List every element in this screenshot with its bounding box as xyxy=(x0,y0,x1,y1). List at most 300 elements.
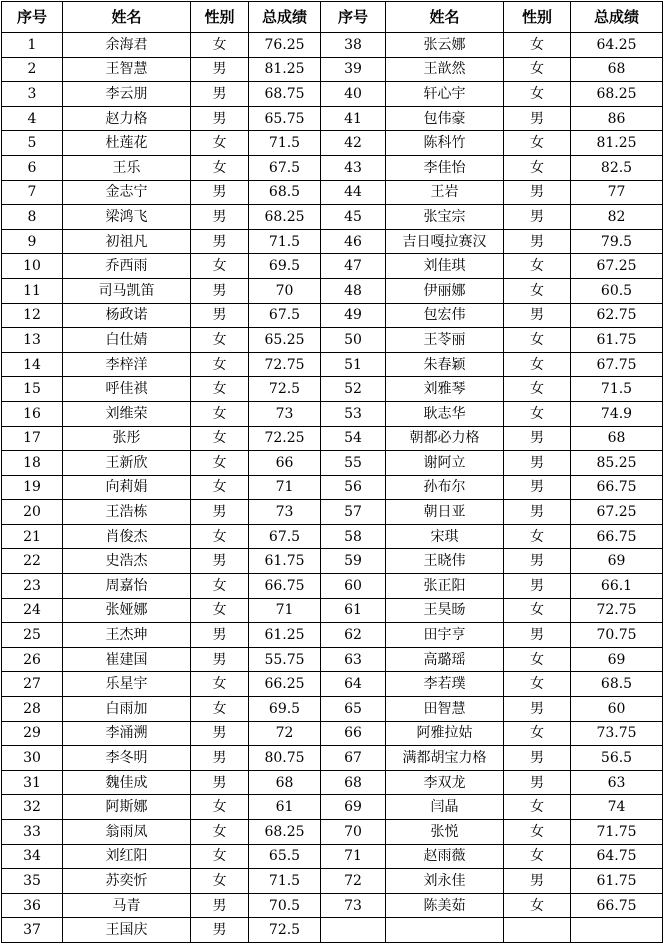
table-row xyxy=(2,647,663,672)
cell-score-left: 61.25 xyxy=(249,623,321,648)
table-row xyxy=(2,918,663,943)
header-score-right: 总成绩 xyxy=(571,2,663,33)
cell-score-left: 80.75 xyxy=(249,746,321,771)
cell-index-left: 2 xyxy=(2,57,63,82)
cell-gender-left: 女 xyxy=(191,820,249,845)
cell-gender-right: 女 xyxy=(504,401,571,426)
table-row xyxy=(2,893,663,918)
cell-index-left: 4 xyxy=(2,106,63,131)
cell-index-left: 13 xyxy=(2,328,63,353)
cell-name-right: 田智慧 xyxy=(386,697,504,722)
table-row xyxy=(2,549,663,574)
cell-name-right: 阿雅拉姑 xyxy=(386,721,504,746)
cell-index-left: 18 xyxy=(2,451,63,476)
cell-name-left: 司马凯笛 xyxy=(63,278,191,303)
cell-name-right: 刘雅琴 xyxy=(386,377,504,402)
cell-index-right: 45 xyxy=(321,205,386,230)
cell-name-left: 赵力格 xyxy=(63,106,191,131)
cell-index-left: 12 xyxy=(2,303,63,328)
cell-gender-right: 男 xyxy=(504,451,571,476)
cell-name-right: 朝都必力格 xyxy=(386,426,504,451)
table-row xyxy=(2,746,663,771)
cell-name-left: 苏奕忻 xyxy=(63,869,191,894)
cell-gender-right: 女 xyxy=(504,33,571,58)
cell-gender-left: 女 xyxy=(191,844,249,869)
table-row xyxy=(2,524,663,549)
cell-name-right: 朱春颖 xyxy=(386,352,504,377)
cell-gender-left: 男 xyxy=(191,918,249,943)
cell-name-left: 向莉娟 xyxy=(63,475,191,500)
cell-index-right: 63 xyxy=(321,647,386,672)
cell-score-right xyxy=(571,918,663,943)
cell-index-left: 26 xyxy=(2,647,63,672)
cell-score-right: 71.75 xyxy=(571,820,663,845)
cell-gender-right: 女 xyxy=(504,82,571,107)
cell-score-left: 55.75 xyxy=(249,647,321,672)
cell-gender-left: 女 xyxy=(191,426,249,451)
cell-name-left: 王智慧 xyxy=(63,57,191,82)
cell-index-left: 22 xyxy=(2,549,63,574)
cell-gender-left: 男 xyxy=(191,770,249,795)
cell-gender-left: 女 xyxy=(191,131,249,156)
cell-gender-right: 女 xyxy=(504,795,571,820)
cell-score-left: 65.25 xyxy=(249,328,321,353)
header-row xyxy=(2,2,663,33)
cell-score-left: 72 xyxy=(249,721,321,746)
cell-score-left: 66 xyxy=(249,451,321,476)
cell-score-left: 72.5 xyxy=(249,918,321,943)
cell-gender-right: 女 xyxy=(504,721,571,746)
cell-gender-left: 男 xyxy=(191,893,249,918)
cell-score-left: 70.5 xyxy=(249,893,321,918)
table-row xyxy=(2,598,663,623)
table-row xyxy=(2,131,663,156)
cell-score-right: 63 xyxy=(571,770,663,795)
cell-name-left: 李梓洋 xyxy=(63,352,191,377)
header-index-left: 序号 xyxy=(2,2,63,33)
cell-index-right: 71 xyxy=(321,844,386,869)
cell-name-left: 呼佳祺 xyxy=(63,377,191,402)
table-row xyxy=(2,254,663,279)
cell-score-right: 81.25 xyxy=(571,131,663,156)
cell-index-left: 28 xyxy=(2,697,63,722)
cell-name-right xyxy=(386,918,504,943)
cell-gender-left: 女 xyxy=(191,33,249,58)
cell-gender-left: 女 xyxy=(191,451,249,476)
cell-gender-right: 男 xyxy=(504,475,571,500)
cell-gender-right: 男 xyxy=(504,574,571,599)
table-row xyxy=(2,352,663,377)
cell-name-right: 王晓伟 xyxy=(386,549,504,574)
cell-gender-left: 男 xyxy=(191,106,249,131)
cell-index-right: 55 xyxy=(321,451,386,476)
cell-index-right: 50 xyxy=(321,328,386,353)
cell-score-left: 67.5 xyxy=(249,524,321,549)
cell-score-left: 72.75 xyxy=(249,352,321,377)
cell-gender-left: 女 xyxy=(191,155,249,180)
cell-index-right xyxy=(321,918,386,943)
cell-name-left: 金志宁 xyxy=(63,180,191,205)
cell-name-left: 翁雨凤 xyxy=(63,820,191,845)
cell-name-left: 马青 xyxy=(63,893,191,918)
cell-score-right: 66.75 xyxy=(571,524,663,549)
cell-score-right: 74 xyxy=(571,795,663,820)
cell-gender-left: 男 xyxy=(191,500,249,525)
cell-gender-left: 女 xyxy=(191,254,249,279)
table-row xyxy=(2,795,663,820)
cell-index-right: 61 xyxy=(321,598,386,623)
cell-gender-left: 女 xyxy=(191,795,249,820)
cell-score-left: 71 xyxy=(249,598,321,623)
cell-gender-right: 女 xyxy=(504,820,571,845)
cell-gender-right: 女 xyxy=(504,278,571,303)
cell-gender-left: 男 xyxy=(191,721,249,746)
cell-name-left: 张娅娜 xyxy=(63,598,191,623)
cell-index-right: 44 xyxy=(321,180,386,205)
cell-name-left: 杨政诺 xyxy=(63,303,191,328)
cell-score-right: 82.5 xyxy=(571,155,663,180)
cell-name-left: 李云朋 xyxy=(63,82,191,107)
cell-index-left: 7 xyxy=(2,180,63,205)
cell-index-right: 60 xyxy=(321,574,386,599)
cell-gender-right: 男 xyxy=(504,770,571,795)
cell-index-right: 56 xyxy=(321,475,386,500)
cell-index-left: 10 xyxy=(2,254,63,279)
cell-index-left: 17 xyxy=(2,426,63,451)
cell-name-right: 张悦 xyxy=(386,820,504,845)
cell-score-right: 72.75 xyxy=(571,598,663,623)
cell-index-left: 32 xyxy=(2,795,63,820)
table-row xyxy=(2,697,663,722)
cell-name-right: 轩心宇 xyxy=(386,82,504,107)
cell-score-left: 68 xyxy=(249,770,321,795)
cell-score-right: 67.25 xyxy=(571,500,663,525)
cell-name-right: 刘永佳 xyxy=(386,869,504,894)
cell-score-left: 70 xyxy=(249,278,321,303)
cell-score-left: 71.5 xyxy=(249,229,321,254)
cell-name-right: 王苓丽 xyxy=(386,328,504,353)
cell-gender-left: 女 xyxy=(191,869,249,894)
cell-gender-left: 男 xyxy=(191,746,249,771)
table-row xyxy=(2,303,663,328)
cell-gender-right: 男 xyxy=(504,746,571,771)
table-row xyxy=(2,770,663,795)
cell-score-right: 68 xyxy=(571,426,663,451)
cell-index-right: 73 xyxy=(321,893,386,918)
cell-gender-right: 女 xyxy=(504,328,571,353)
cell-score-left: 65.5 xyxy=(249,844,321,869)
cell-index-right: 48 xyxy=(321,278,386,303)
cell-index-left: 35 xyxy=(2,869,63,894)
cell-gender-right: 男 xyxy=(504,303,571,328)
cell-index-right: 53 xyxy=(321,401,386,426)
cell-name-left: 王新欣 xyxy=(63,451,191,476)
cell-gender-right: 女 xyxy=(504,352,571,377)
cell-name-left: 梁鸿飞 xyxy=(63,205,191,230)
cell-gender-right: 女 xyxy=(504,377,571,402)
table-row xyxy=(2,475,663,500)
cell-index-right: 38 xyxy=(321,33,386,58)
cell-gender-left: 男 xyxy=(191,623,249,648)
cell-score-left: 69.5 xyxy=(249,697,321,722)
cell-name-left: 乔西雨 xyxy=(63,254,191,279)
cell-index-left: 16 xyxy=(2,401,63,426)
cell-name-left: 李冬明 xyxy=(63,746,191,771)
cell-index-left: 14 xyxy=(2,352,63,377)
cell-index-left: 21 xyxy=(2,524,63,549)
cell-name-right: 刘佳琪 xyxy=(386,254,504,279)
cell-name-left: 初祖凡 xyxy=(63,229,191,254)
cell-name-right: 张正阳 xyxy=(386,574,504,599)
cell-name-right: 吉日嘎拉赛汉 xyxy=(386,229,504,254)
cell-name-left: 王国庆 xyxy=(63,918,191,943)
cell-score-left: 67.5 xyxy=(249,155,321,180)
table-row xyxy=(2,451,663,476)
cell-name-left: 乐星宇 xyxy=(63,672,191,697)
cell-index-right: 70 xyxy=(321,820,386,845)
cell-gender-right: 女 xyxy=(504,844,571,869)
cell-gender-right xyxy=(504,918,571,943)
cell-gender-left: 男 xyxy=(191,549,249,574)
cell-index-left: 36 xyxy=(2,893,63,918)
cell-index-left: 27 xyxy=(2,672,63,697)
cell-name-right: 孙布尔 xyxy=(386,475,504,500)
cell-gender-right: 男 xyxy=(504,697,571,722)
table-row xyxy=(2,426,663,451)
cell-name-right: 李佳怡 xyxy=(386,155,504,180)
cell-score-left: 61.75 xyxy=(249,549,321,574)
header-name-right: 姓名 xyxy=(386,2,504,33)
cell-name-right: 陈科竹 xyxy=(386,131,504,156)
header-score-left: 总成绩 xyxy=(249,2,321,33)
table-row xyxy=(2,278,663,303)
cell-index-left: 33 xyxy=(2,820,63,845)
table-row xyxy=(2,82,663,107)
cell-index-right: 68 xyxy=(321,770,386,795)
cell-index-right: 58 xyxy=(321,524,386,549)
cell-gender-right: 男 xyxy=(504,623,571,648)
cell-gender-left: 男 xyxy=(191,229,249,254)
cell-name-right: 伊丽娜 xyxy=(386,278,504,303)
cell-index-left: 30 xyxy=(2,746,63,771)
cell-index-right: 47 xyxy=(321,254,386,279)
table-row xyxy=(2,328,663,353)
header-gender-right: 性别 xyxy=(504,2,571,33)
cell-index-right: 51 xyxy=(321,352,386,377)
cell-index-right: 57 xyxy=(321,500,386,525)
cell-name-left: 魏佳成 xyxy=(63,770,191,795)
cell-score-left: 71.5 xyxy=(249,869,321,894)
cell-index-left: 37 xyxy=(2,918,63,943)
cell-name-left: 张彤 xyxy=(63,426,191,451)
table-row xyxy=(2,155,663,180)
cell-gender-left: 男 xyxy=(191,278,249,303)
cell-score-left: 73 xyxy=(249,401,321,426)
cell-name-left: 余海君 xyxy=(63,33,191,58)
cell-score-left: 66.75 xyxy=(249,574,321,599)
table-row xyxy=(2,574,663,599)
cell-score-right: 86 xyxy=(571,106,663,131)
cell-score-right: 74.9 xyxy=(571,401,663,426)
cell-name-right: 包宏伟 xyxy=(386,303,504,328)
header-index-right: 序号 xyxy=(321,2,386,33)
cell-gender-left: 女 xyxy=(191,598,249,623)
cell-score-right: 66.75 xyxy=(571,475,663,500)
cell-score-left: 73 xyxy=(249,500,321,525)
cell-name-right: 张云娜 xyxy=(386,33,504,58)
cell-index-right: 46 xyxy=(321,229,386,254)
cell-gender-left: 女 xyxy=(191,574,249,599)
cell-gender-right: 女 xyxy=(504,131,571,156)
cell-gender-left: 女 xyxy=(191,377,249,402)
cell-gender-left: 男 xyxy=(191,82,249,107)
cell-score-right: 69 xyxy=(571,647,663,672)
cell-gender-left: 女 xyxy=(191,524,249,549)
cell-name-left: 王乐 xyxy=(63,155,191,180)
cell-index-left: 20 xyxy=(2,500,63,525)
table-row xyxy=(2,623,663,648)
cell-score-left: 72.25 xyxy=(249,426,321,451)
cell-gender-right: 女 xyxy=(504,155,571,180)
table-row xyxy=(2,820,663,845)
table-row xyxy=(2,229,663,254)
table-row xyxy=(2,672,663,697)
cell-index-right: 40 xyxy=(321,82,386,107)
cell-index-left: 9 xyxy=(2,229,63,254)
cell-name-left: 肖俊杰 xyxy=(63,524,191,549)
cell-index-right: 42 xyxy=(321,131,386,156)
cell-score-left: 67.5 xyxy=(249,303,321,328)
cell-gender-left: 女 xyxy=(191,475,249,500)
cell-score-left: 66.25 xyxy=(249,672,321,697)
cell-index-right: 69 xyxy=(321,795,386,820)
cell-score-left: 76.25 xyxy=(249,33,321,58)
cell-name-right: 高璐瑶 xyxy=(386,647,504,672)
cell-name-right: 朝日亚 xyxy=(386,500,504,525)
cell-gender-right: 男 xyxy=(504,426,571,451)
cell-score-right: 82 xyxy=(571,205,663,230)
cell-score-left: 61 xyxy=(249,795,321,820)
cell-name-left: 王杰珅 xyxy=(63,623,191,648)
cell-index-right: 64 xyxy=(321,672,386,697)
cell-score-right: 64.25 xyxy=(571,33,663,58)
cell-gender-left: 男 xyxy=(191,57,249,82)
cell-index-right: 52 xyxy=(321,377,386,402)
cell-score-right: 64.75 xyxy=(571,844,663,869)
cell-index-left: 1 xyxy=(2,33,63,58)
table-row xyxy=(2,869,663,894)
cell-index-left: 8 xyxy=(2,205,63,230)
cell-gender-right: 女 xyxy=(504,647,571,672)
cell-name-right: 满都胡宝力格 xyxy=(386,746,504,771)
cell-index-left: 19 xyxy=(2,475,63,500)
cell-score-left: 81.25 xyxy=(249,57,321,82)
cell-score-left: 68.25 xyxy=(249,205,321,230)
cell-index-left: 6 xyxy=(2,155,63,180)
cell-score-right: 61.75 xyxy=(571,869,663,894)
cell-score-right: 67.25 xyxy=(571,254,663,279)
cell-gender-left: 女 xyxy=(191,697,249,722)
table-row xyxy=(2,721,663,746)
cell-score-right: 68 xyxy=(571,57,663,82)
cell-score-left: 71.5 xyxy=(249,131,321,156)
table-row xyxy=(2,33,663,58)
cell-score-right: 56.5 xyxy=(571,746,663,771)
cell-name-left: 刘维荣 xyxy=(63,401,191,426)
cell-gender-left: 男 xyxy=(191,205,249,230)
table-row xyxy=(2,401,663,426)
cell-name-right: 包伟豪 xyxy=(386,106,504,131)
cell-gender-left: 男 xyxy=(191,303,249,328)
cell-score-right: 68.5 xyxy=(571,672,663,697)
cell-gender-right: 女 xyxy=(504,672,571,697)
cell-name-right: 宋琪 xyxy=(386,524,504,549)
cell-name-left: 崔建国 xyxy=(63,647,191,672)
cell-name-left: 白仕婧 xyxy=(63,328,191,353)
cell-index-left: 15 xyxy=(2,377,63,402)
cell-gender-right: 男 xyxy=(504,205,571,230)
cell-gender-right: 男 xyxy=(504,500,571,525)
cell-score-right: 79.5 xyxy=(571,229,663,254)
cell-score-right: 77 xyxy=(571,180,663,205)
cell-gender-right: 女 xyxy=(504,598,571,623)
cell-score-left: 69.5 xyxy=(249,254,321,279)
cell-score-right: 61.75 xyxy=(571,328,663,353)
cell-name-left: 刘红阳 xyxy=(63,844,191,869)
cell-score-right: 60 xyxy=(571,697,663,722)
cell-score-right: 69 xyxy=(571,549,663,574)
cell-name-right: 李双龙 xyxy=(386,770,504,795)
cell-score-right: 66.1 xyxy=(571,574,663,599)
cell-gender-right: 男 xyxy=(504,229,571,254)
cell-index-left: 25 xyxy=(2,623,63,648)
cell-name-right: 王岩 xyxy=(386,180,504,205)
cell-name-left: 史浩杰 xyxy=(63,549,191,574)
table-row xyxy=(2,57,663,82)
cell-score-right: 68.25 xyxy=(571,82,663,107)
cell-name-right: 张宝宗 xyxy=(386,205,504,230)
cell-name-right: 闫晶 xyxy=(386,795,504,820)
cell-index-right: 41 xyxy=(321,106,386,131)
cell-index-right: 59 xyxy=(321,549,386,574)
cell-name-left: 白雨加 xyxy=(63,697,191,722)
cell-gender-left: 女 xyxy=(191,352,249,377)
cell-score-left: 65.75 xyxy=(249,106,321,131)
cell-index-left: 34 xyxy=(2,844,63,869)
cell-index-right: 72 xyxy=(321,869,386,894)
cell-name-left: 阿斯娜 xyxy=(63,795,191,820)
cell-gender-right: 女 xyxy=(504,254,571,279)
cell-index-right: 67 xyxy=(321,746,386,771)
table-row xyxy=(2,500,663,525)
cell-index-left: 5 xyxy=(2,131,63,156)
cell-index-left: 31 xyxy=(2,770,63,795)
cell-gender-left: 男 xyxy=(191,647,249,672)
cell-name-right: 陈美茹 xyxy=(386,893,504,918)
cell-name-left: 杜莲花 xyxy=(63,131,191,156)
cell-index-left: 11 xyxy=(2,278,63,303)
header-name-left: 姓名 xyxy=(63,2,191,33)
cell-gender-left: 女 xyxy=(191,401,249,426)
cell-score-left: 72.5 xyxy=(249,377,321,402)
cell-name-right: 李若璞 xyxy=(386,672,504,697)
cell-name-right: 王歆然 xyxy=(386,57,504,82)
cell-index-left: 24 xyxy=(2,598,63,623)
cell-score-right: 62.75 xyxy=(571,303,663,328)
cell-index-right: 66 xyxy=(321,721,386,746)
cell-name-right: 赵雨薇 xyxy=(386,844,504,869)
cell-gender-right: 男 xyxy=(504,180,571,205)
